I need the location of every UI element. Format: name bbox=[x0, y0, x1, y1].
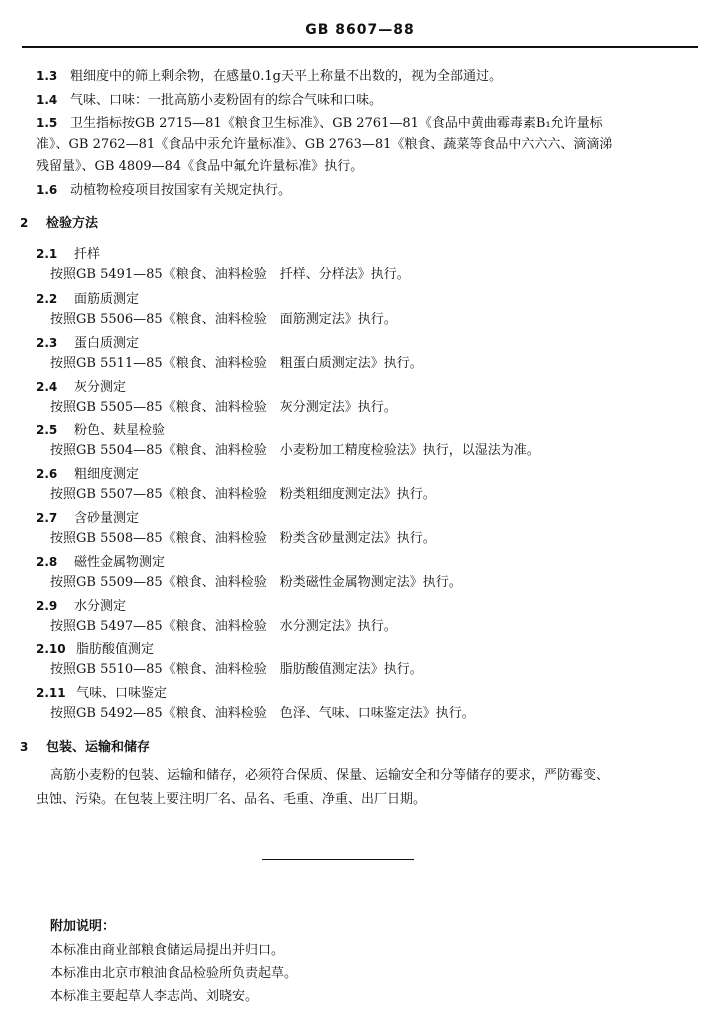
clause-title: 磁性金属物测定 bbox=[74, 555, 166, 570]
clause-2-11-title bbox=[36, 684, 167, 703]
notes-line: 本标准由北京市粮油食品检验所负责起草。 bbox=[50, 966, 298, 981]
clause-2-9-title bbox=[36, 597, 126, 616]
clause-2-10-title bbox=[36, 640, 154, 659]
clause-number: 1.6 bbox=[36, 183, 58, 197]
clause-number: 2.4 bbox=[36, 380, 58, 394]
clause-title: 含砂量测定 bbox=[74, 511, 140, 526]
clause-1-5 bbox=[36, 114, 603, 133]
section-title: 检验方法 bbox=[46, 216, 99, 231]
clause-number: 2.2 bbox=[36, 292, 58, 306]
section-3-text: 高筋小麦粉的包装、运输和储存，必须符合保质、保量、运输安全和分等储存的要求，严防霉变、 bbox=[50, 768, 610, 783]
standard-code: GB 8607—88 bbox=[305, 22, 415, 38]
clause-text: 粗细度中的筛上剩余物，在感量0.1g天平上称量不出数的，视为全部通过。 bbox=[70, 69, 502, 84]
clause-title: 水分测定 bbox=[74, 599, 127, 614]
clause-2-2-title bbox=[36, 290, 139, 309]
page-header bbox=[22, 22, 698, 48]
clause-number: 2.9 bbox=[36, 599, 58, 613]
clause-title: 粉色、麸星检验 bbox=[74, 423, 166, 438]
clause-1-5-cont: 准》、GB 2762—81《食品中汞允许量标准》、GB 2763—81《粮食、蔬菜等食品中六六六、滴滴涕 bbox=[36, 137, 613, 152]
clause-number: 1.5 bbox=[36, 116, 58, 130]
clause-number: 2.6 bbox=[36, 467, 58, 481]
clause-1-3 bbox=[36, 67, 502, 86]
clause-title: 面筋质测定 bbox=[74, 292, 140, 307]
notes-title: 附加说明： bbox=[50, 919, 116, 934]
clause-title: 蛋白质测定 bbox=[74, 336, 140, 351]
clause-1-6 bbox=[36, 181, 291, 200]
clause-2-5-title bbox=[36, 421, 165, 440]
clause-1-5-cont: 残留量》、GB 4809—84《食品中氟允许量标准》执行。 bbox=[36, 159, 364, 174]
clause-text: 动植物检疫项目按国家有关规定执行。 bbox=[70, 183, 292, 198]
clause-title: 扦样 bbox=[74, 247, 101, 262]
section-3-heading bbox=[20, 738, 150, 757]
clause-title: 气味、口味鉴定 bbox=[76, 686, 168, 701]
clause-2-10-text: 按照GB 5510—85《粮食、油料检验 脂肪酸值测定法》执行。 bbox=[50, 662, 423, 677]
section-2-heading bbox=[20, 214, 98, 233]
clause-text: 气味、口味：一批高筋小麦粉固有的综合气味和口味。 bbox=[70, 93, 383, 108]
clause-number: 2.3 bbox=[36, 336, 58, 350]
end-rule bbox=[262, 859, 414, 860]
clause-2-3-text: 按照GB 5511—85《粮食、油料检验 粗蛋白质测定法》执行。 bbox=[50, 356, 423, 371]
clause-title: 粗细度测定 bbox=[74, 467, 140, 482]
clause-2-8-title bbox=[36, 553, 165, 572]
section-number: 3 bbox=[20, 740, 29, 754]
clause-1-4 bbox=[36, 91, 382, 110]
clause-2-7-title bbox=[36, 509, 139, 528]
clause-number: 2.7 bbox=[36, 511, 58, 525]
clause-2-9-text: 按照GB 5497—85《粮食、油料检验 水分测定法》执行。 bbox=[50, 619, 397, 634]
clause-number: 1.3 bbox=[36, 69, 58, 83]
clause-2-3-title bbox=[36, 334, 139, 353]
clause-text: 卫生指标按GB 2715—81《粮食卫生标准》、GB 2761—81《食品中黄曲霉毒素B₁允许量标 bbox=[70, 116, 603, 131]
clause-2-11-text: 按照GB 5492—85《粮食、油料检验 色泽、气味、口味鉴定法》执行。 bbox=[50, 706, 475, 721]
clause-number: 2.5 bbox=[36, 423, 58, 437]
clause-2-2-text: 按照GB 5506—85《粮食、油料检验 面筋测定法》执行。 bbox=[50, 312, 397, 327]
clause-number: 1.4 bbox=[36, 93, 58, 107]
clause-2-7-text: 按照GB 5508—85《粮食、油料检验 粉类含砂量测定法》执行。 bbox=[50, 531, 436, 546]
clause-number: 2.1 bbox=[36, 247, 58, 261]
clause-2-4-text: 按照GB 5505—85《粮食、油料检验 灰分测定法》执行。 bbox=[50, 400, 397, 415]
clause-2-4-title bbox=[36, 378, 126, 397]
clause-2-6-text: 按照GB 5507—85《粮食、油料检验 粉类粗细度测定法》执行。 bbox=[50, 487, 436, 502]
notes-line: 本标准由商业部粮食储运局提出并归口。 bbox=[50, 943, 285, 958]
clause-number: 2.10 bbox=[36, 642, 66, 656]
clause-2-1-text: 按照GB 5491—85《粮食、油料检验 扦样、分样法》执行。 bbox=[50, 267, 410, 282]
section-number: 2 bbox=[20, 216, 29, 230]
clause-2-6-title bbox=[36, 465, 139, 484]
clause-2-5-text: 按照GB 5504—85《粮食、油料检验 小麦粉加工精度检验法》执行，以湿法为准。 bbox=[50, 443, 540, 458]
clause-title: 脂肪酸值测定 bbox=[76, 642, 155, 657]
clause-number: 2.8 bbox=[36, 555, 58, 569]
notes-line: 本标准主要起草人李志尚、刘晓安。 bbox=[50, 989, 259, 1004]
clause-number: 2.11 bbox=[36, 686, 66, 700]
clause-2-8-text: 按照GB 5509—85《粮食、油料检验 粉类磁性金属物测定法》执行。 bbox=[50, 575, 462, 590]
section-3-text-cont: 虫蚀、污染。在包装上要注明厂名、品名、毛重、净重、出厂日期。 bbox=[36, 792, 427, 807]
clause-title: 灰分测定 bbox=[74, 380, 127, 395]
section-title: 包装、运输和储存 bbox=[46, 740, 151, 755]
clause-2-1-title bbox=[36, 245, 100, 264]
